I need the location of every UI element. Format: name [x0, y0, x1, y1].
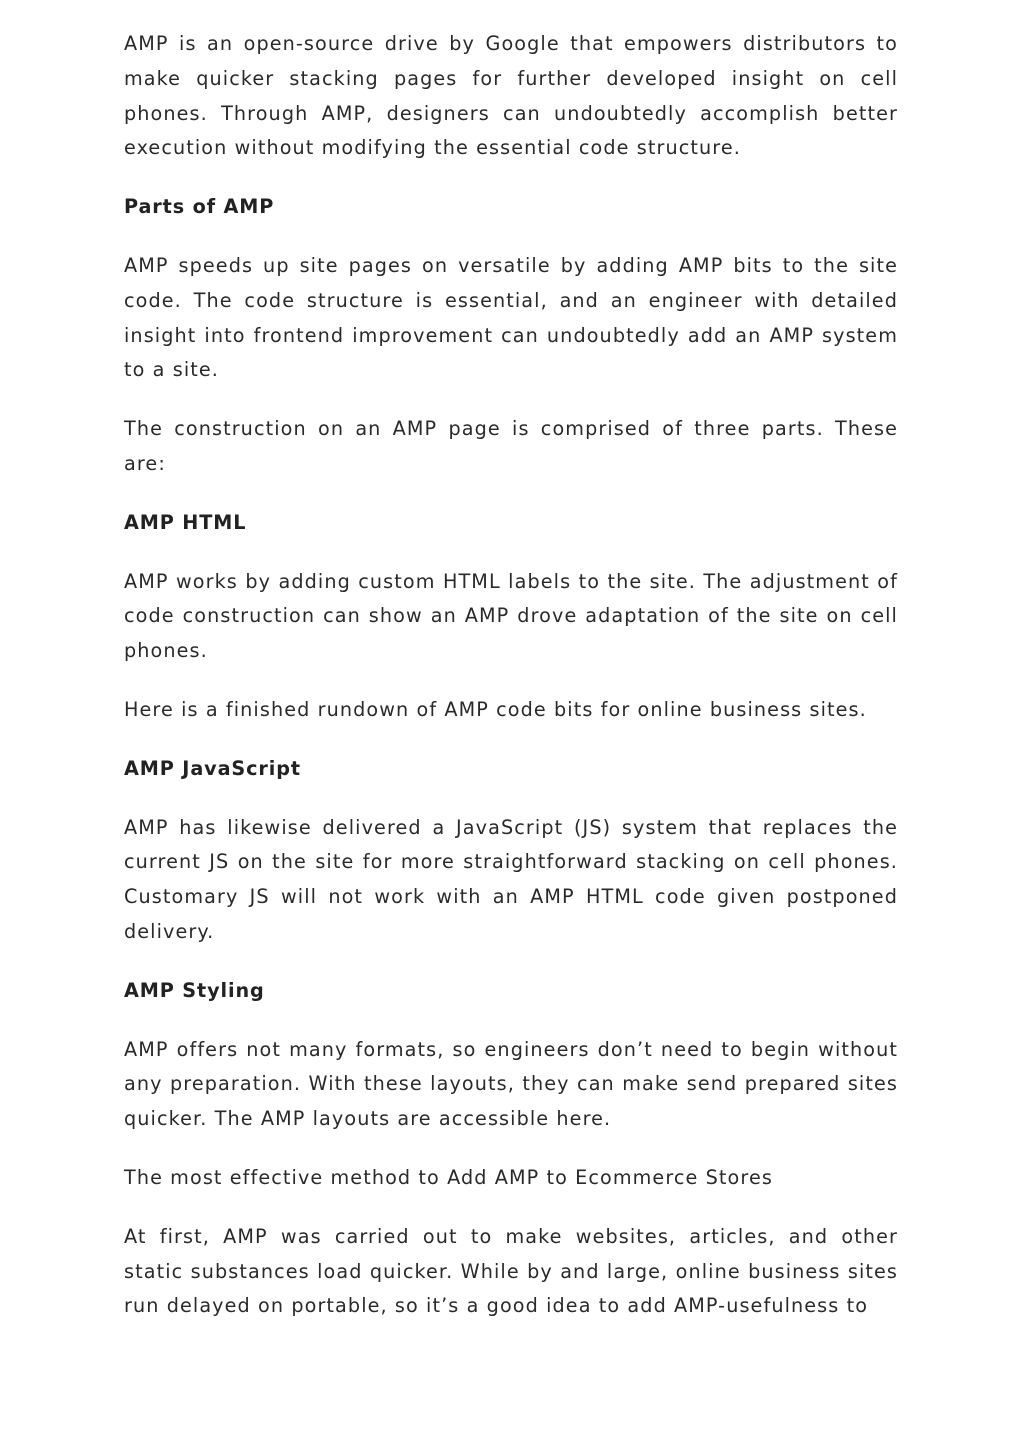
paragraph-amp-html: AMP works by adding custom HTML labels to the site. The adjustment of code construction can show an AMP drove adaptation of the site on cell phones. [124, 569, 898, 663]
paragraph-amp-javascript: AMP has likewise delivered a JavaScript (JS) system that replaces the current JS on the site for more straightforward stacking on cell phones. Customary JS will not work with an AMP HTML code given postponed delivery. [124, 815, 898, 943]
paragraph-ecommerce-method: The most effective method to Add AMP to Ecommerce Stores [124, 1165, 773, 1189]
paragraph-amp-intro: AMP is an open-source drive by Google that empowers distributors to make quicker stacking pages for further developed insight on cell phones. Through AMP, designers can undoubtedly accomplish better execution without modifying the essential code structure. [124, 32, 898, 160]
heading-amp-styling: AMP Styling [124, 978, 265, 1002]
paragraph-construction: The construction on an AMP page is comprised of three parts. These are: [124, 417, 898, 475]
heading-amp-javascript: AMP JavaScript [124, 756, 301, 780]
paragraph-amp-speeds-up: AMP speeds up site pages on versatile by adding AMP bits to the site code. The code structure is essential, and an engineer with detailed insight into frontend improvement can undoubtedly add an AMP system to a site. [124, 253, 898, 382]
paragraph-rundown: Here is a finished rundown of AMP code bits for online business sites. [124, 697, 867, 721]
heading-parts-of-amp: Parts of AMP [124, 195, 275, 219]
paragraph-ecommerce-intro: At first, AMP was carried out to make websites, articles, and other static substances load quicker. While by and large, online business sites run delayed on portable, so it’s a good idea to add AMP-usefulness to [124, 1224, 898, 1318]
heading-amp-html: AMP HTML [124, 510, 247, 534]
paragraph-amp-styling: AMP offers not many formats, so engineers don’t need to begin without any preparation. With these layouts, they can make send prepared sites quicker. The AMP layouts are accessible here. [124, 1037, 898, 1131]
document-page [124, 27, 898, 1348]
